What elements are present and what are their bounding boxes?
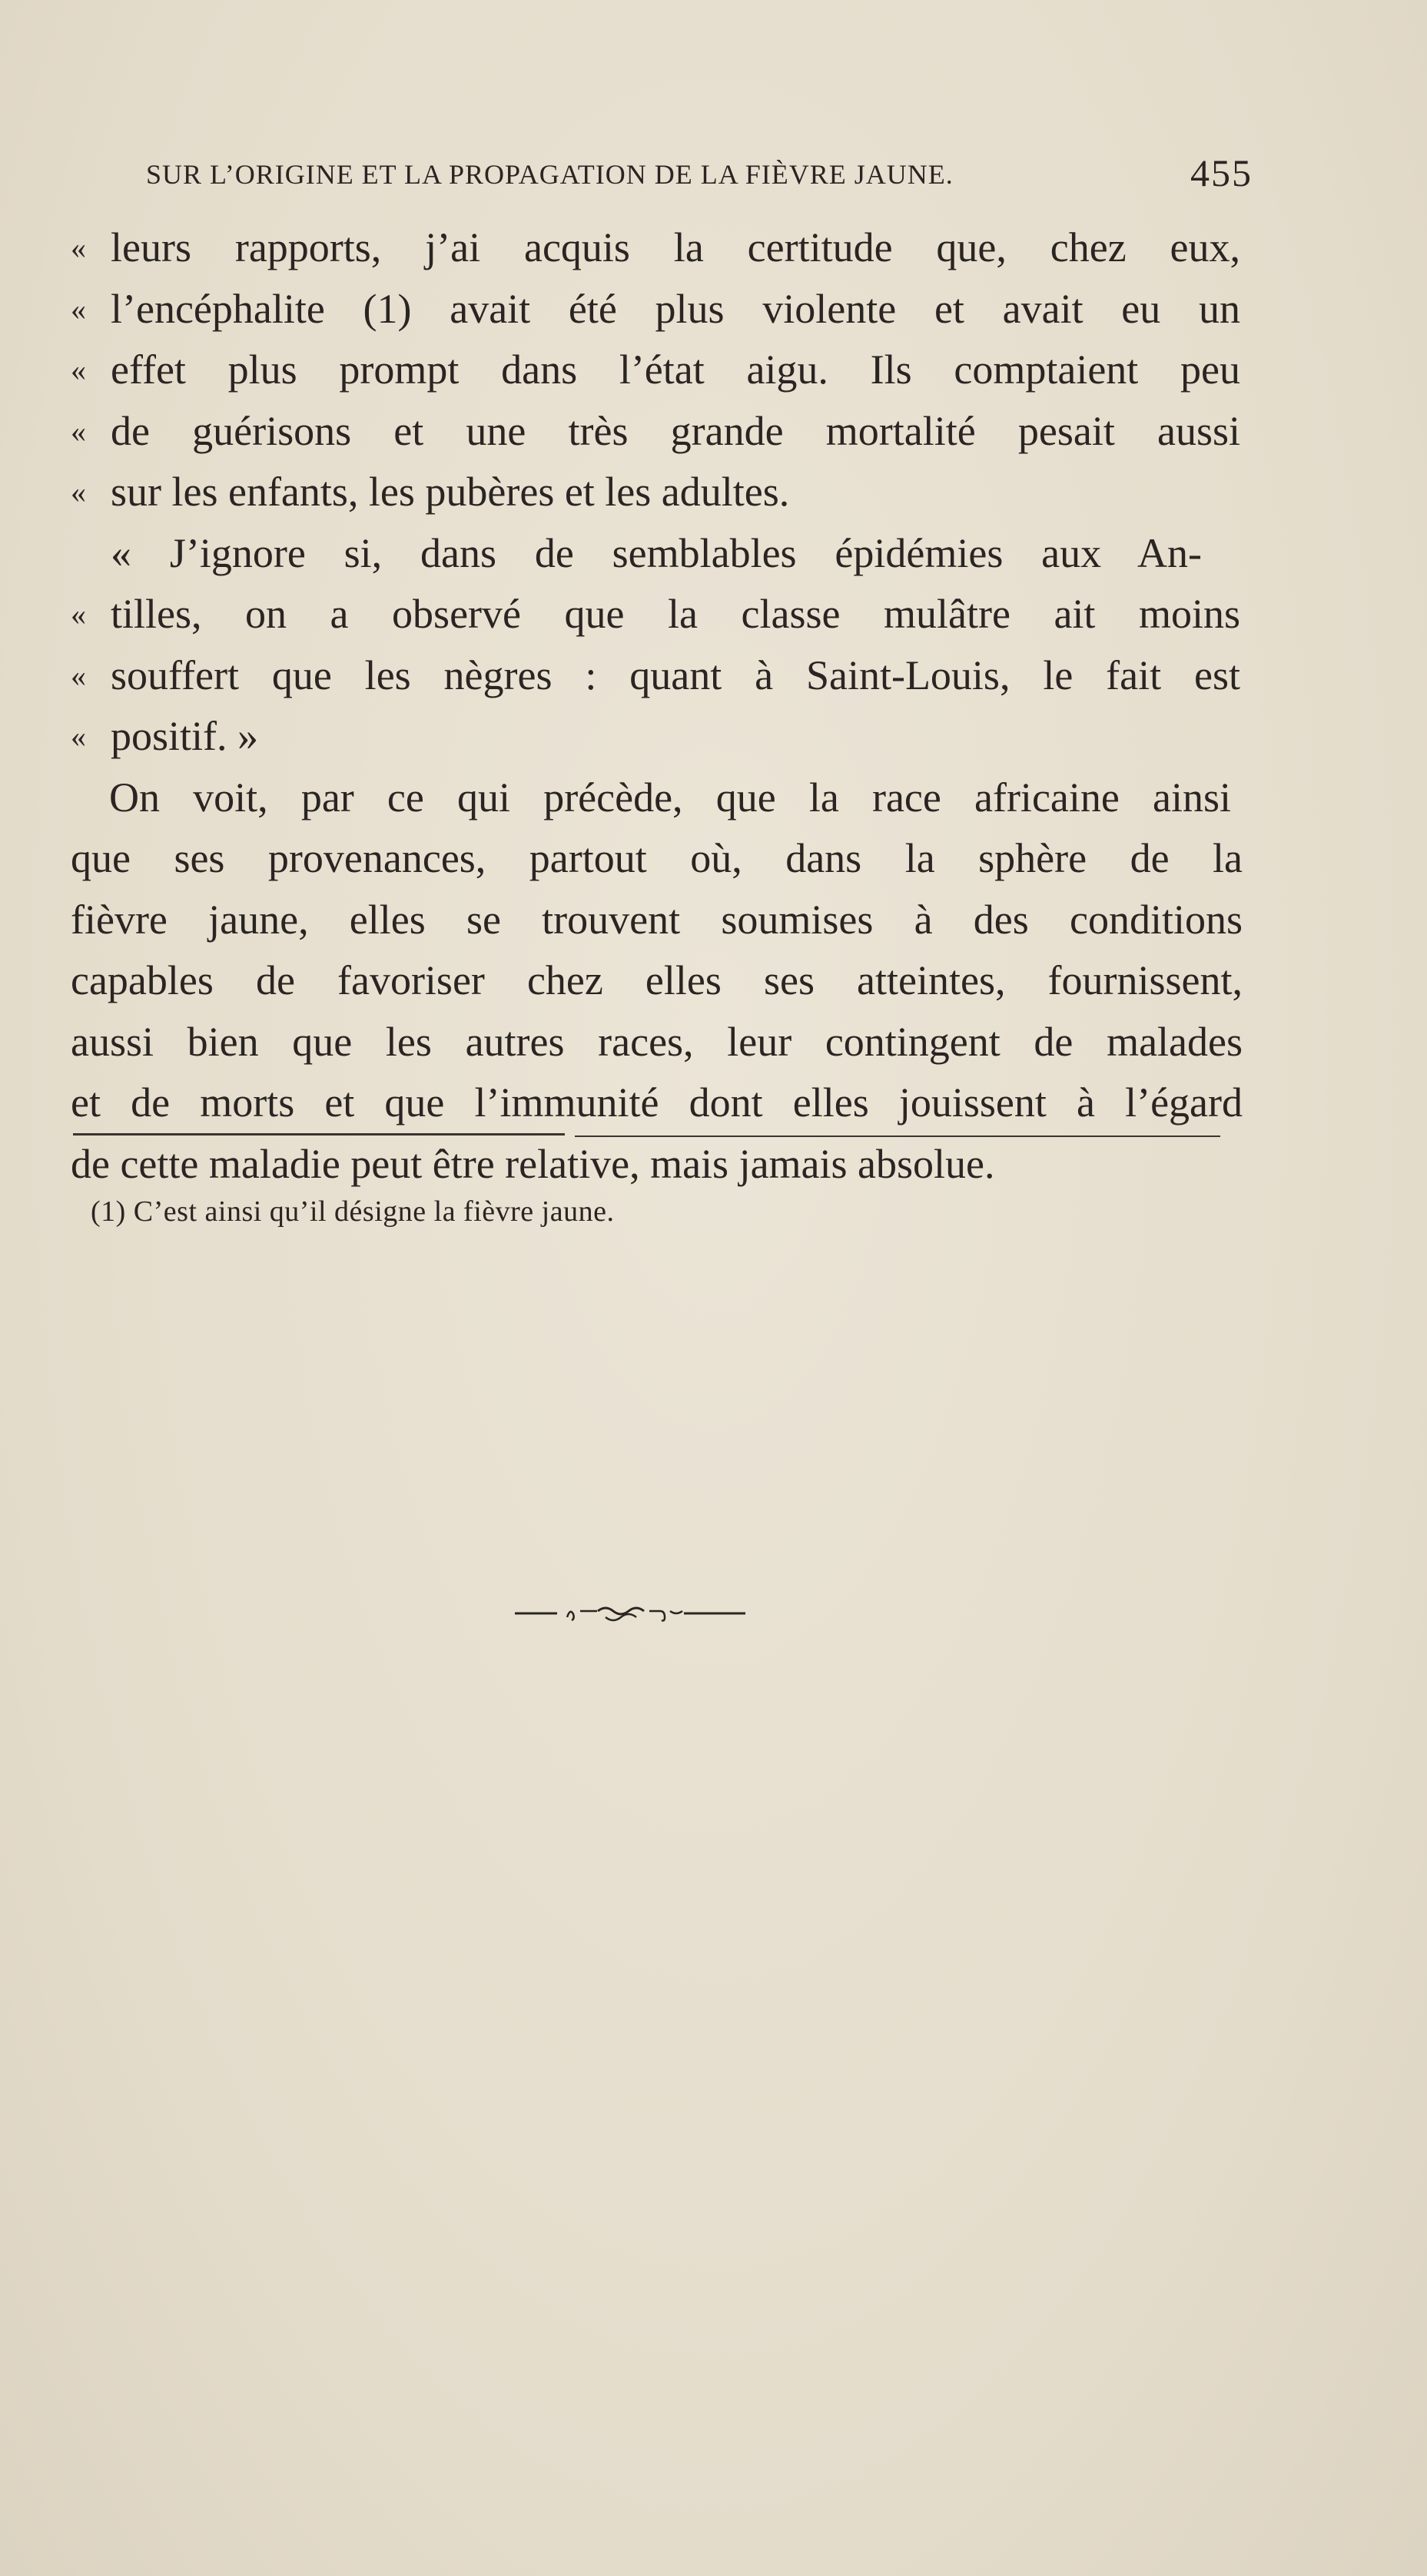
line-text: capables de favoriser chez elles ses atteintes, fournissent, [71,957,1243,1003]
text-line [71,523,1243,585]
quote-mark: « [71,413,86,449]
quote-mark: « [71,353,86,387]
text-line [71,706,1243,767]
text-line [71,950,1243,1012]
text-line [71,584,1243,645]
line-text: et de morts et que l’immunité dont elles jouissent à l’égard [71,1079,1243,1126]
running-head [146,151,1253,204]
line-text: On voit, par ce qui précède, que la race africaine ainsi [109,774,1231,821]
line-text: de guérisons et une très grande mortalité pesait aussi [111,407,1240,454]
quote-mark: « [71,475,86,509]
text-line [71,767,1243,829]
footnote-rule [73,1133,565,1135]
running-title: SUR L’ORIGINE ET LA PROPAGATION DE LA FIÈVRE JAUNE. [146,159,954,190]
text-line [71,645,1243,707]
text-line [71,340,1243,401]
text-line [71,217,1243,279]
line-text: positif. » [111,713,259,759]
text-line [71,1012,1243,1073]
quote-mark: « [71,719,86,754]
quote-mark: « [71,658,86,693]
line-text: que ses provenances, partout où, dans la sphère de la [71,835,1243,881]
text-line [71,890,1243,951]
line-text: tilles, on a observé que la classe mulâtre ait moins [111,591,1240,637]
text-line [71,828,1243,890]
quote-mark: « [71,230,86,265]
line-text: « J’ignore si, dans de semblables épidémies aux An- [111,529,1202,576]
line-text: fièvre jaune, elles se trouvent soumises à des conditions [71,896,1243,943]
text-line [71,401,1243,462]
ornament-icon [507,1594,753,1633]
text-line [71,462,1243,523]
line-text: de cette maladie peut être relative, mais jamais absolue. [71,1140,995,1187]
line-text: souffert que les nègres : quant à Saint-Louis, le fait est [111,651,1240,698]
quote-mark: « [71,291,86,327]
page-number: 455 [1190,151,1253,194]
line-text: sur les enfants, les pubères et les adultes. [111,469,790,515]
text-line [71,279,1243,340]
line-text: l’encéphalite (1) avait été plus violente et avait eu un [111,285,1240,332]
line-text: leurs rapports, j’ai acquis la certitude que, chez eux, [111,224,1240,270]
footnote: (1) C’est ainsi qu’il désigne la fièvre jaune. [91,1195,615,1228]
quote-mark: « [71,597,86,632]
footnote-rule [575,1135,1220,1137]
body-text [71,217,1243,1195]
text-line [71,1134,1243,1195]
text-line [71,1073,1243,1134]
line-text: aussi bien que les autres races, leur contingent de malades [71,1018,1243,1065]
line-text: effet plus prompt dans l’état aigu. Ils comptaient peu [111,346,1240,393]
